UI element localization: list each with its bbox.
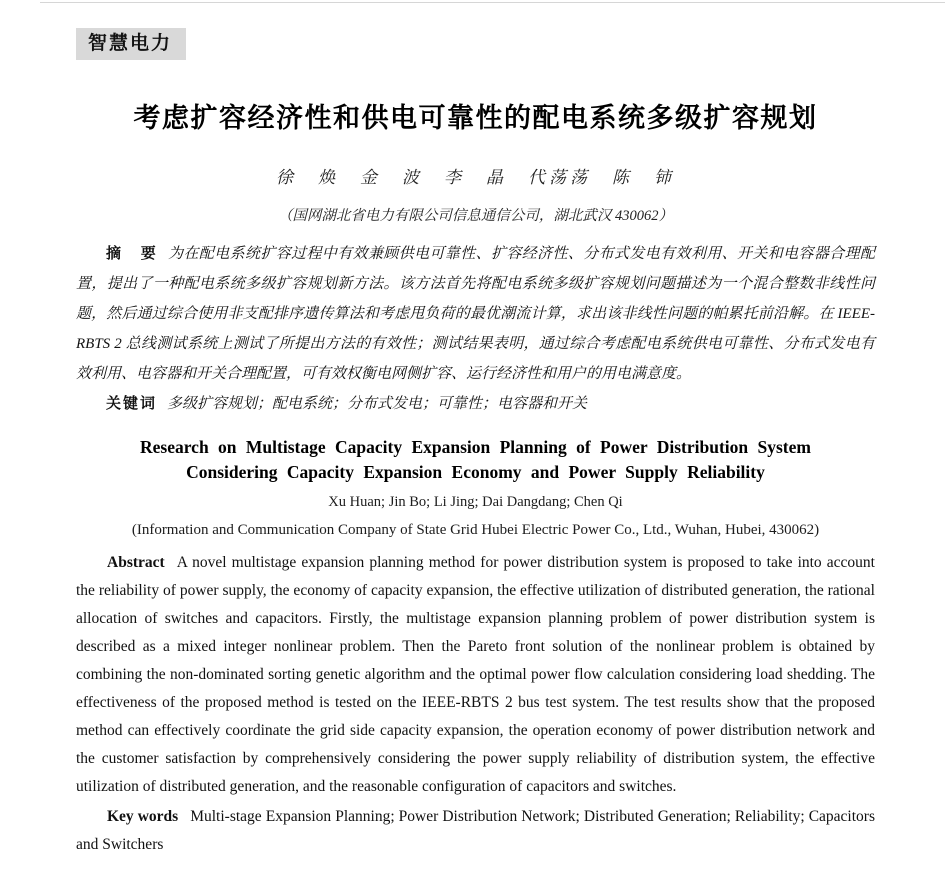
chinese-abstract-text: 为在配电系统扩容过程中有效兼顾供电可靠性、扩容经济性、分布式发电有效利用、开关和电容器合理配置，提出了一种配电系统多级扩容规划新方法。该方法首先将配电系统多级扩容规划问题描述为一个混合整数非线性问题，然后通过综合使用非支配排序遗传算法和考虑甩负荷的最优潮流计算，求出该非线性问题的帕累托前沿解。在 IEEE-RBTS 2 总线测试系统上测试了所提出方法的有效性；测试结果表明，通过综合考虑配电系统供电可靠性、分布式发电有效利用、电容器和开关合理配置，可有效权衡电网侧扩容、运行经济性和用户的用电满意度。 <box>76 246 875 382</box>
journal-section-badge: 智慧电力 <box>76 28 186 60</box>
english-keywords-label: Key words <box>107 808 179 825</box>
chinese-keywords-text: 多级扩容规划；配电系统；分布式发电；可靠性；电容器和开关 <box>167 396 588 412</box>
english-abstract <box>76 549 875 801</box>
english-keywords <box>76 803 875 859</box>
chinese-affiliation: （国网湖北省电力有限公司信息通信公司，湖北武汉 430062） <box>277 208 674 224</box>
english-title <box>76 435 875 485</box>
english-abstract-text: A novel multistage expansion planning method for power distribution system is proposed to take into account the reliability of power supply, the economy of capacity expansion, the effective utilization of distributed generation, the rational allocation of switches and capacitors. Firstly, the multistage expansion planning problem of power distribution system is described as a mixed integer nonlinear problem. Then the Pareto front solution of the nonlinear problem is obtained by combining the non-dominated sorting genetic algorithm and the optimal power flow calculation considering load shedding. The effectiveness of the proposed method is tested on the IEEE-RBTS 2 bus test system. The test results show that the proposed method can effectively coordinate the grid side capacity expansion, the operation economy of power distribution network and the customer satisfaction by comprehensively considering the power supply reliability of distribution system, the effective utilization of distributed generation, and the reasonable configuration of capacitors and switches. <box>76 554 875 795</box>
chinese-abstract <box>76 239 875 389</box>
chinese-authors: 徐 焕 金 波 李 晶 代荡荡 陈 铈 <box>276 168 675 187</box>
english-affiliation: (Information and Communication Company of State Grid Hubei Electric Power Co., Ltd., Wuhan, Hubei, 430062) <box>131 522 820 538</box>
english-title-line2: Considering Capacity Expansion Economy and Power Supply Reliability <box>186 462 765 482</box>
english-abstract-label: Abstract <box>107 554 165 571</box>
chinese-keywords <box>76 389 875 419</box>
chinese-abstract-label: 摘 要 <box>106 245 159 262</box>
chinese-title: 考虑扩容经济性和供电可靠性的配电系统多级扩容规划 <box>133 103 818 133</box>
chinese-keywords-label: 关键词 <box>106 395 158 412</box>
english-authors: Xu Huan; Jin Bo; Li Jing; Dai Dangdang; Chen Qi <box>328 494 623 510</box>
english-keywords-text: Multi-stage Expansion Planning; Power Distribution Network; Distributed Generation; Reliability; Capacitors and Switchers <box>76 808 875 853</box>
english-title-line1: Research on Multistage Capacity Expansion Planning of Power Distribution System <box>140 437 811 457</box>
